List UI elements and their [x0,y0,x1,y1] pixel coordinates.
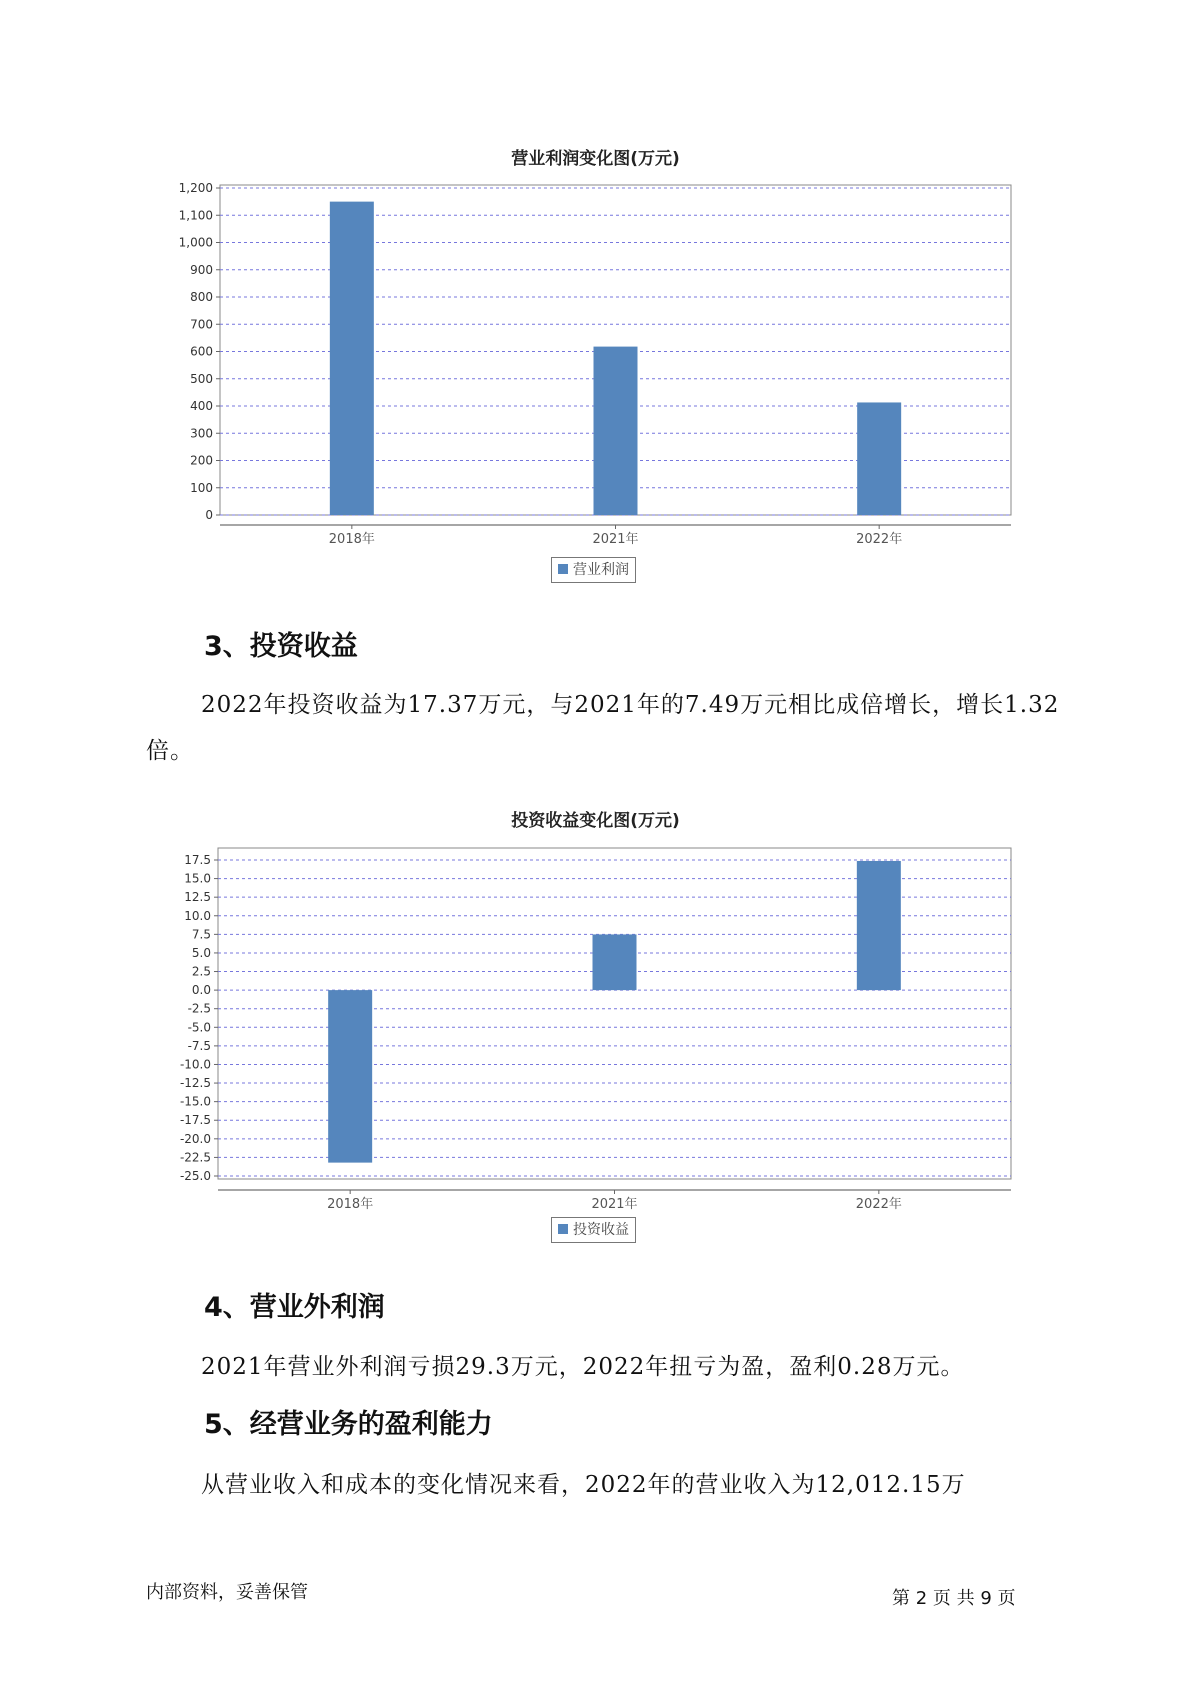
chart1-y-tick-label: 700 [190,317,213,332]
section3-paragraph: 2022年投资收益为17.37万元，与2021年的7.49万元相比成倍增长，增长1.32倍。 [146,692,1060,764]
section3-heading: 3、投资收益 [204,631,358,662]
footer-page-number: 第 2 页 共 9 页 [892,1588,1016,1609]
chart2-y-tick-label: 2.5 [191,964,211,979]
legend-swatch-icon [558,1224,568,1234]
chart2-y-tick-label: -22.5 [179,1150,211,1165]
chart1-y-tick-label: 600 [190,344,213,359]
chart2-bar-2018年 [328,990,372,1162]
chart1-title: 营业利润变化图(万元) [511,149,680,169]
chart2-y-tick-label: -20.0 [179,1131,211,1146]
chart1-y-tick-label: 500 [190,371,213,386]
chart2-y-tick-label: 15.0 [184,871,211,886]
chart1-y-tick-label: 1,200 [178,181,213,195]
chart2-legend-label: 投资收益 [573,1222,629,1238]
chart1-y-tick-label: 800 [190,290,213,304]
chart2-x-tick-label: 2021年 [591,1197,638,1212]
section5-heading: 5、经营业务的盈利能力 [204,1409,493,1440]
chart2-y-tick-label: 10.0 [184,908,211,923]
chart2-y-tick-label: -5.0 [187,1020,211,1035]
chart1-y-tick-label: 0 [205,508,213,522]
chart2-legend [551,1217,636,1243]
chart1-x-tick-label: 2022年 [856,532,903,547]
chart1-y-tick-label: 200 [190,453,213,468]
chart2-y-tick-label: 12.5 [184,890,211,905]
chart2-x-tick-label: 2022年 [855,1197,902,1212]
chart2-y-tick-label: -7.5 [187,1038,211,1053]
chart2-y-tick-label: 7.5 [191,927,211,942]
chart2-bar-2021年 [593,934,637,990]
chart2-title: 投资收益变化图(万元) [511,811,680,831]
chart2-y-tick-label: -17.5 [179,1113,211,1128]
chart1-x-tick-label: 2018年 [328,532,375,547]
chart1-legend-label: 营业利润 [573,562,629,578]
chart2-y-tick-label: -25.0 [179,1169,211,1183]
chart1-x-tick-label: 2021年 [592,532,639,547]
chart1-y-tick-label: 1,000 [178,235,213,250]
chart2-bar-2022年 [857,861,901,990]
chart2-y-tick-label: -12.5 [179,1076,211,1091]
chart1-y-tick-label: 1,100 [178,208,213,223]
chart1-y-tick-label: 400 [190,399,213,413]
section5-paragraph: 从营业收入和成本的变化情况来看，2022年的营业收入为12,012.15万 [201,1472,966,1498]
chart2-y-tick-label: -10.0 [179,1057,211,1072]
chart2-y-tick-label: 17.5 [184,853,211,867]
chart2-y-tick-label: -15.0 [179,1094,211,1109]
section4-heading: 4、营业外利润 [204,1292,385,1323]
chart2-y-tick-label: 0.0 [191,983,211,998]
chart1-y-tick-label: 300 [190,426,213,441]
chart1-y-tick-label: 900 [190,262,213,277]
section4-paragraph: 2021年营业外利润亏损29.3万元，2022年扭亏为盈，盈利0.28万元。 [201,1354,965,1380]
chart2-y-tick-label: -2.5 [187,1001,211,1016]
chart2-x-tick-label: 2018年 [327,1197,374,1212]
footer-confidential: 内部资料，妥善保管 [146,1582,308,1603]
chart1-y-tick-label: 100 [190,480,213,495]
chart2-y-tick-label: 5.0 [191,945,211,960]
